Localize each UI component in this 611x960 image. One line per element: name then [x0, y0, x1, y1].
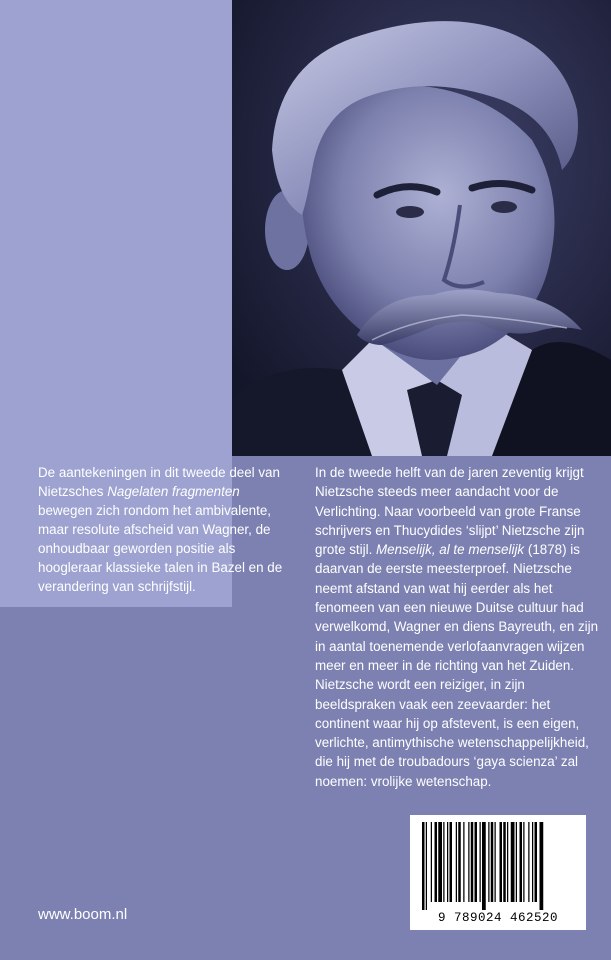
barcode-bar: [535, 822, 538, 902]
barcode-bar: [532, 822, 533, 902]
barcode-bar: [528, 822, 529, 902]
barcode-bar: [488, 822, 489, 902]
barcode-bar: [482, 822, 486, 910]
description-text-part2: (1878) is daarvan de eerste meesterproef. Nietzsche neemt afstand van wat hij eerder als het fenomeen van een nieuwe Duitse cultuur had verwelkomd, Wagner en diens Bayreuth, en zijn in aantal toenemende verlofaanvragen wijzen meer en meer in de richting van het Zuiden. Nietzsche wordt een reiziger, in zijn beeldspraken vaak een zeevaarder: het continent waar hij op afstevent, is een eigen, verlichte, antimythische wetenschappelijkheid, die hij met de troubadours ‘gaya scienza’ zal noemen: vrolijke wetenschap.: [315, 542, 599, 789]
barcode-bar: [435, 822, 438, 902]
barcode-bar: [520, 822, 523, 902]
barcode-bar: [456, 822, 457, 902]
barcode-bar: [511, 822, 515, 902]
barcode-bar: [463, 822, 464, 902]
intro-text-after: bewegen zich rondom het ambivalente, maar resolute afscheid van Wagner, de onhoudbaar geworden positie als hoogleraar klassieke talen in Bazel en de verandering van schrijfstijl.: [38, 503, 283, 594]
barcode-bar: [523, 822, 524, 902]
barcode-bar: [516, 822, 517, 902]
barcode-bar: [458, 822, 461, 902]
barcode-bar: [431, 822, 432, 902]
barcode-bar: [422, 822, 425, 910]
barcode-bars: [418, 822, 578, 910]
barcode-bar: [447, 822, 448, 902]
description-paragraph: [315, 463, 601, 791]
barcode-bar: [426, 822, 427, 910]
barcode-bar: [500, 822, 503, 902]
barcode-bar: [491, 822, 494, 902]
barcode-bar: [475, 822, 478, 902]
intro-text-before: De aantekeningen in dit tweede deel van Nietzsches: [38, 465, 280, 499]
portrait-photo: [232, 0, 611, 456]
barcode-bar: [503, 822, 506, 902]
barcode-bar: [507, 822, 508, 902]
barcode-bar: [450, 822, 453, 902]
barcode-bar: [540, 822, 544, 910]
intro-paragraph: [38, 463, 296, 596]
description-book-title: Menselijk, al te menselijk: [376, 542, 525, 558]
barcode-bar: [468, 822, 469, 902]
barcode-bar: [495, 822, 496, 902]
publisher-website: www.boom.nl: [38, 906, 128, 923]
isbn-barcode: [410, 815, 586, 930]
intro-book-title: Nagelaten fragmenten: [107, 484, 240, 499]
description-text-part1: In de tweede helft van de jaren zeventig krijgt Nietzsche steeds meer aandacht voor de Verlichting. Naar voorbeeld van grote Franse schrijvers en Thucydides ‘slijpt’ Nietzsche zijn grote stijl.: [315, 465, 585, 558]
barcode-bar: [471, 822, 474, 902]
barcode-bar: [480, 822, 481, 902]
barcode-bar: [443, 822, 444, 902]
isbn-number: 9 789024 462520: [437, 911, 559, 925]
barcode-bar: [438, 822, 442, 902]
